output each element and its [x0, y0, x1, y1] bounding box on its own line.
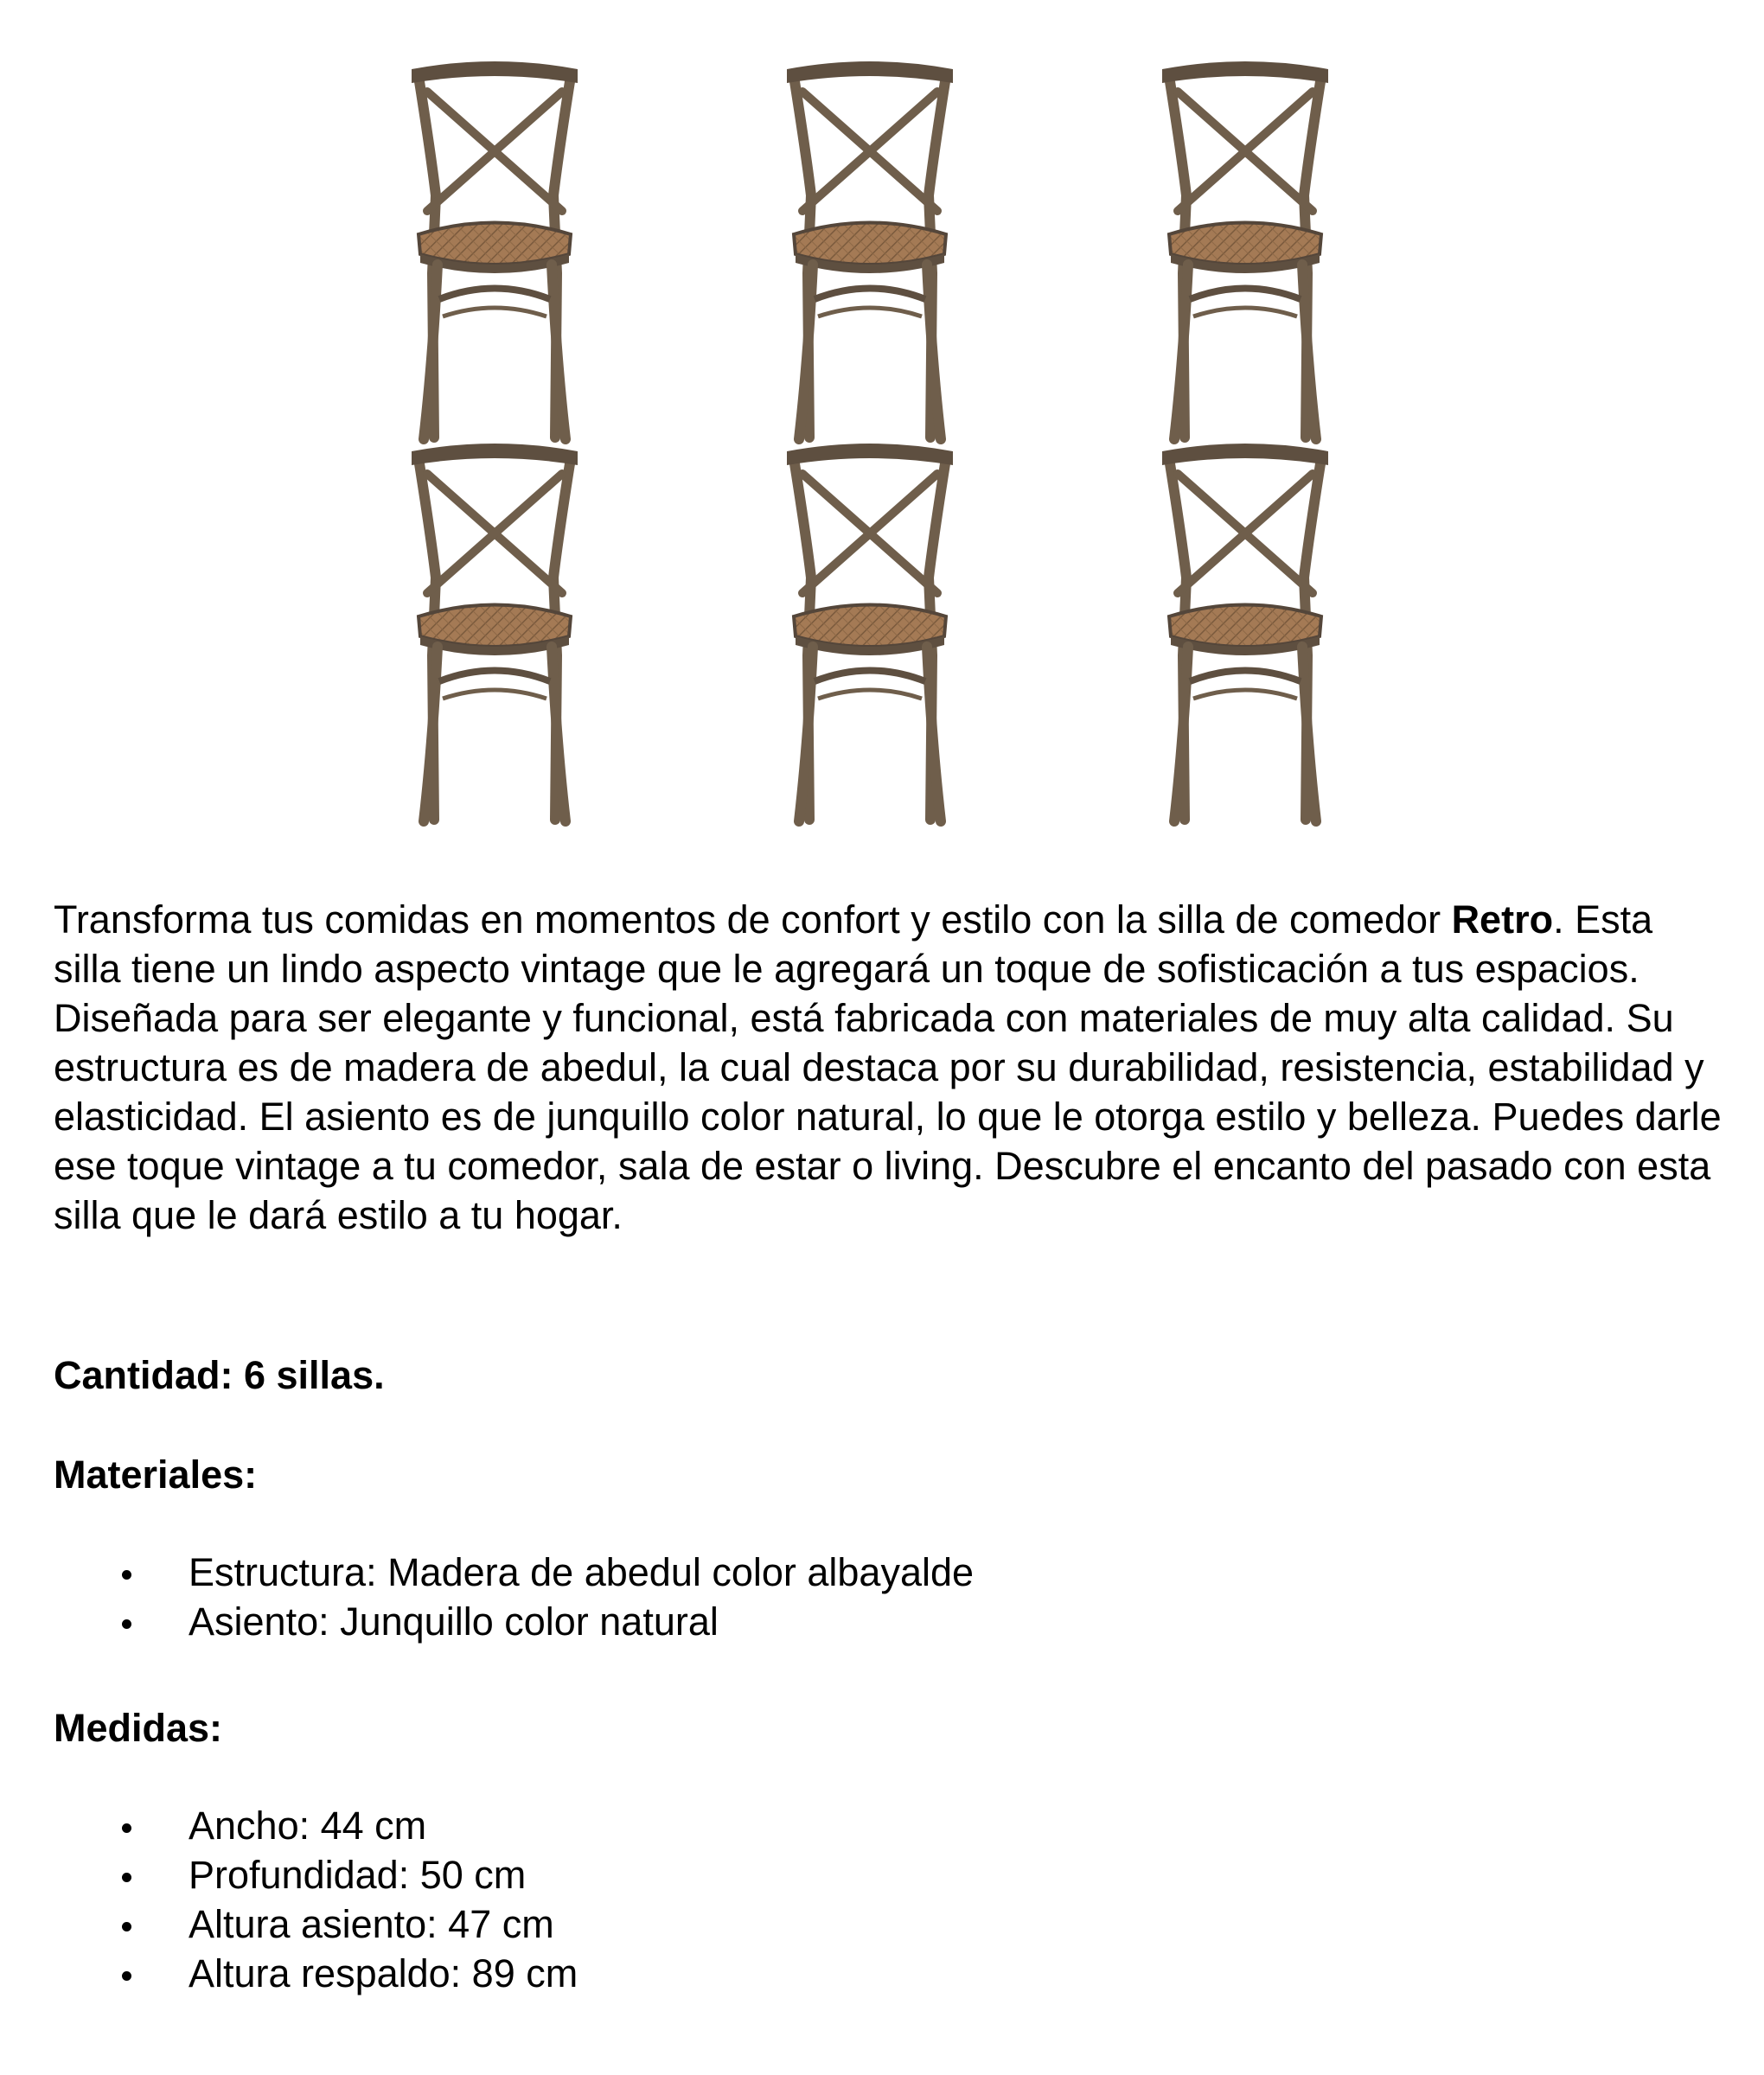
measures-heading: Medidas:	[54, 1706, 223, 1750]
quantity-heading: Cantidad: 6 sillas.	[54, 1353, 385, 1397]
description-body: . Esta silla tiene un lindo aspecto vintage que le agregará un toque de sofisticación a tus espacios. Diseñada para ser elegante y funcional, está fabricada con materiales de muy alta calidad. Su estructura es de madera de abedul, la cual destaca por su durabilidad, resistencia, estabilidad y elasticidad. El asiento es de junquillo color natural, lo que le otorga estilo y belleza. Puedes darle ese toque vintage a tu comedor, sala de estar o living. Descubre el encanto del pasado con esta silla que le dará estilo a tu hogar.	[54, 897, 1722, 1237]
list-item: Altura asiento: 47 cm	[0, 1899, 578, 1949]
list-item: Ancho: 44 cm	[0, 1801, 578, 1850]
product-image-chairs	[0, 0, 1764, 847]
chair-2	[787, 61, 953, 439]
product-description	[54, 895, 1722, 1240]
materials-list	[0, 1548, 974, 1646]
chair-1	[412, 61, 578, 439]
list-item: Altura respaldo: 89 cm	[0, 1949, 578, 1998]
product-name-retro: Retro	[1451, 897, 1554, 942]
materials-heading: Materiales:	[54, 1452, 258, 1497]
list-item: Estructura: Madera de abedul color albayalde	[0, 1548, 974, 1597]
chair-4	[412, 444, 578, 821]
measures-list	[0, 1801, 578, 1998]
list-item: Profundidad: 50 cm	[0, 1850, 578, 1899]
chair-6	[1162, 444, 1328, 821]
chair-5	[787, 444, 953, 821]
description-intro: Transforma tus comidas en momentos de confort y estilo con la silla de comedor	[54, 897, 1452, 942]
chair-3	[1162, 61, 1328, 439]
list-item: Asiento: Junquillo color natural	[0, 1597, 974, 1646]
